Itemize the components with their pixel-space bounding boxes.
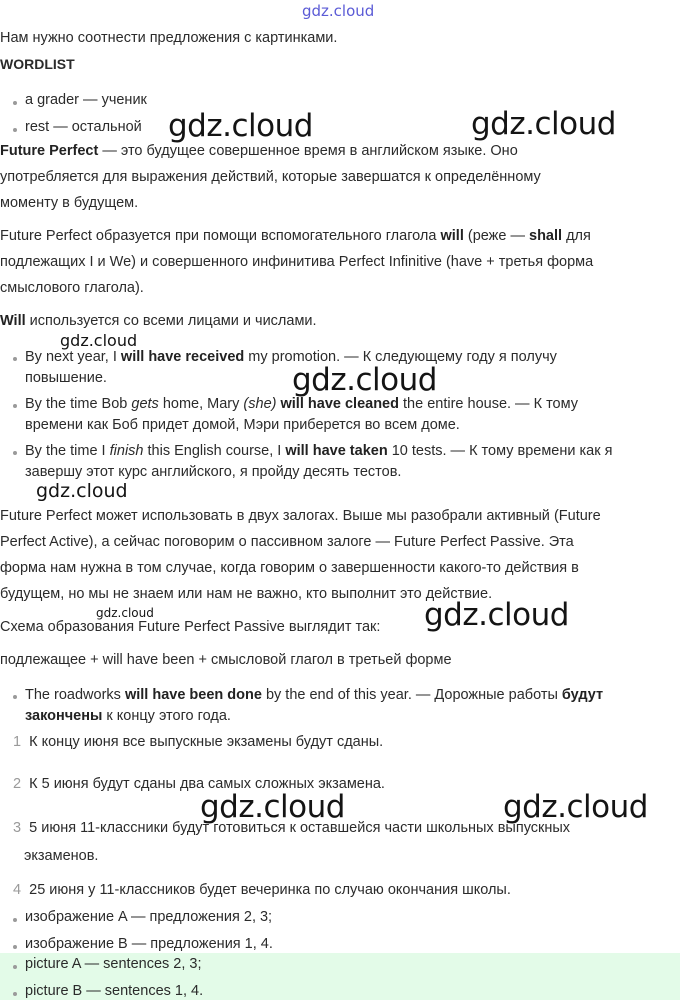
bullet-icon [13, 404, 17, 408]
voices-line: форма нам нужна в том случае, когда говорим о завершенности какого-то действия в [0, 560, 579, 576]
example-text: my promotion. — К следующему году я получу [244, 349, 557, 365]
example-bold: будут [561, 687, 604, 703]
example-bold: закончены [25, 708, 103, 724]
example-text: By the time I [25, 443, 110, 459]
fp-formation-line [0, 223, 591, 249]
bullet-icon [13, 357, 17, 361]
numbered-item-line2: экзаменов. [24, 848, 99, 864]
example-verb: will have been done [124, 687, 262, 703]
passive-example [25, 685, 603, 706]
watermark: gdz.cloud [168, 108, 313, 144]
wordlist-item: a grader — ученик [25, 92, 147, 108]
bullet-icon [13, 965, 17, 969]
answer-item: picture B — sentences 1, 4. [25, 983, 204, 999]
example-text: By the time Bob [25, 396, 132, 412]
watermark: gdz.cloud [292, 362, 437, 398]
fp-formation-text: для [562, 228, 591, 244]
wordlist-item: rest — остальной [25, 119, 142, 135]
bullet-icon [13, 918, 17, 922]
example-text: home, Mary [158, 396, 244, 412]
watermark: gdz.cloud [424, 597, 569, 633]
answer-item: изображение A — предложения 2, 3; [25, 909, 273, 925]
example-item-line2: завершу этот курс английского, я пройду десять тестов. [25, 464, 402, 480]
example-text: this English course, I [143, 443, 286, 459]
fp-definition-text: — это будущее совершенное время в английском языке. Оно [98, 143, 518, 159]
example-item-line2: времени как Боб придет домой, Мэри приберется во всем доме. [25, 417, 460, 433]
voices-line: будущем, но мы не знаем или нам не важно, кто выполнит это действие. [0, 586, 493, 602]
numbered-item [13, 734, 383, 750]
watermark: gdz.cloud [200, 789, 345, 825]
voices-line: Future Perfect может использовать в двух залогах. Выше мы разобрали активный (Future [0, 508, 601, 524]
voices-line: Perfect Active), а сейчас поговорим о пассивном залоге — Future Perfect Passive. Эта [0, 534, 574, 550]
watermark: gdz.cloud [36, 480, 128, 502]
fp-formation-line: смыслового глагола). [0, 280, 144, 296]
example-item [25, 347, 557, 368]
bullet-icon [13, 451, 17, 455]
fp-definition-line: моменту в будущем. [0, 195, 139, 211]
answer-item: picture A — sentences 2, 3; [25, 956, 202, 972]
bullet-icon [13, 992, 17, 996]
item-number: 1 [13, 734, 22, 750]
example-text: The roadworks [25, 687, 125, 703]
watermark: gdz.cloud [503, 789, 648, 825]
will-usage-line [0, 308, 317, 334]
passive-example-line2 [25, 706, 231, 727]
item-text: 25 июня у 11-классников будет вечеринка по случаю окончания школы. [29, 882, 511, 898]
watermark-top: gdz.cloud [302, 2, 375, 20]
item-number: 4 [13, 882, 22, 898]
numbered-item [13, 882, 511, 898]
item-text: К 5 июня будут сданы два самых сложных экзамена. [29, 776, 385, 792]
fp-definition-line: употребляется для выражения действий, которые завершатся к определённому [0, 169, 541, 185]
keyword-will: will [440, 228, 464, 244]
example-text: 10 tests. — К тому времени как я [387, 443, 613, 459]
example-item-line2: повышение. [25, 370, 107, 386]
bullet-icon [13, 695, 17, 699]
example-verb: will have taken [285, 443, 388, 459]
bullet-icon [13, 101, 17, 105]
scheme-formula: подлежащее + will have been + смысловой глагол в третьей форме [0, 652, 452, 668]
example-item [25, 441, 612, 462]
watermark: gdz.cloud [471, 106, 616, 142]
example-verb: will have received [120, 349, 245, 365]
example-text: the entire house. — К тому [398, 396, 578, 412]
example-text: By next year, I [25, 349, 121, 365]
bullet-icon [13, 128, 17, 132]
keyword-will: Will [0, 313, 26, 329]
fp-formation-text: Future Perfect образуется при помощи вспомогательного глагола [0, 228, 441, 244]
fp-formation-text: (реже — [463, 228, 530, 244]
example-italic: (she) [243, 396, 277, 412]
fp-term: Future Perfect [0, 143, 99, 159]
example-text: by the end of this year. — Дорожные работы [261, 687, 562, 703]
bullet-icon [13, 945, 17, 949]
watermark: gdz.cloud [96, 606, 154, 620]
example-text: к концу этого года. [102, 708, 231, 724]
item-number: 3 [13, 820, 22, 836]
watermark: gdz.cloud [60, 331, 138, 350]
example-italic: finish [109, 443, 144, 459]
example-italic: gets [131, 396, 159, 412]
fp-formation-line: подлежащих I и We) и совершенного инфинитива Perfect Infinitive (have + третья форма [0, 254, 594, 270]
item-number: 2 [13, 776, 22, 792]
item-text: 5 июня 11-классники будут готовиться к оставшейся части школьных выпускных [29, 820, 571, 836]
item-text: К концу июня все выпускные экзамены будут сданы. [29, 734, 384, 750]
scheme-intro: Схема образования Future Perfect Passive выглядит так: [0, 619, 381, 635]
wordlist-heading: WORDLIST [0, 56, 75, 72]
example-verb: will have cleaned [280, 396, 399, 412]
keyword-shall: shall [529, 228, 563, 244]
will-usage-text: используется со всеми лицами и числами. [25, 313, 317, 329]
intro-text: Нам нужно соотнести предложения с картинками. [0, 30, 338, 46]
answer-item: изображение B — предложения 1, 4. [25, 936, 273, 952]
